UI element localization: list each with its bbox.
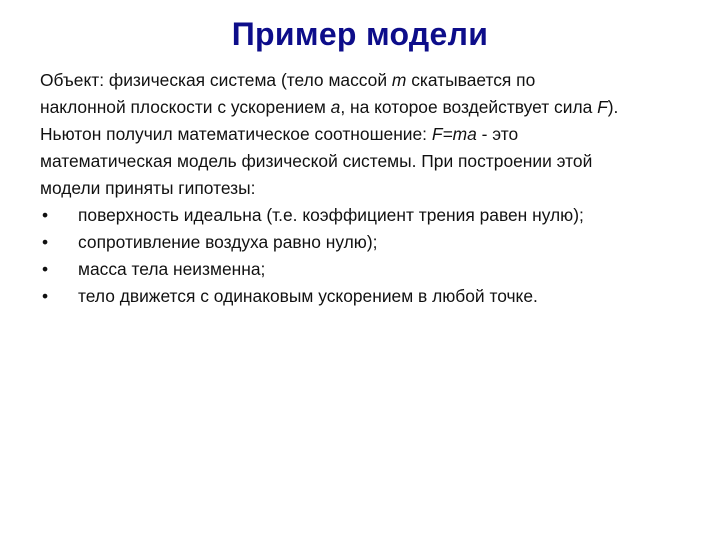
bullet-icon: • (42, 232, 49, 252)
list-item-text: тело движется с одинаковым ускорением в любой точке. (78, 286, 538, 306)
model-description (40, 121, 716, 202)
list-item-text: масса тела неизменна; (78, 259, 266, 279)
list-item (40, 283, 716, 310)
hypotheses-list (40, 202, 716, 310)
object-description (40, 67, 716, 121)
list-item (40, 202, 716, 229)
bullet-icon: • (42, 205, 49, 225)
slide-body (40, 67, 716, 310)
bullet-icon: • (42, 286, 49, 306)
slide-title: Пример модели (231, 16, 489, 52)
text-line: математическая модель физической системы. При построении этой (40, 151, 593, 171)
list-item-text: поверхность идеальна (т.е. коэффициент трения равен нулю); (78, 205, 584, 225)
text-line: наклонной плоскости с ускорением a, на которое воздействует сила F). (40, 97, 619, 117)
text-line: Объект: физическая система (тело массой m скатывается по (40, 70, 536, 90)
bullet-icon: • (42, 259, 49, 279)
list-item-text: сопротивление воздуха равно нулю); (78, 232, 378, 252)
list-item (40, 229, 716, 256)
text-line: модели приняты гипотезы: (40, 178, 256, 198)
list-item (40, 256, 716, 283)
text-line: Ньютон получил математическое соотношение: F=ma - это (40, 124, 519, 144)
